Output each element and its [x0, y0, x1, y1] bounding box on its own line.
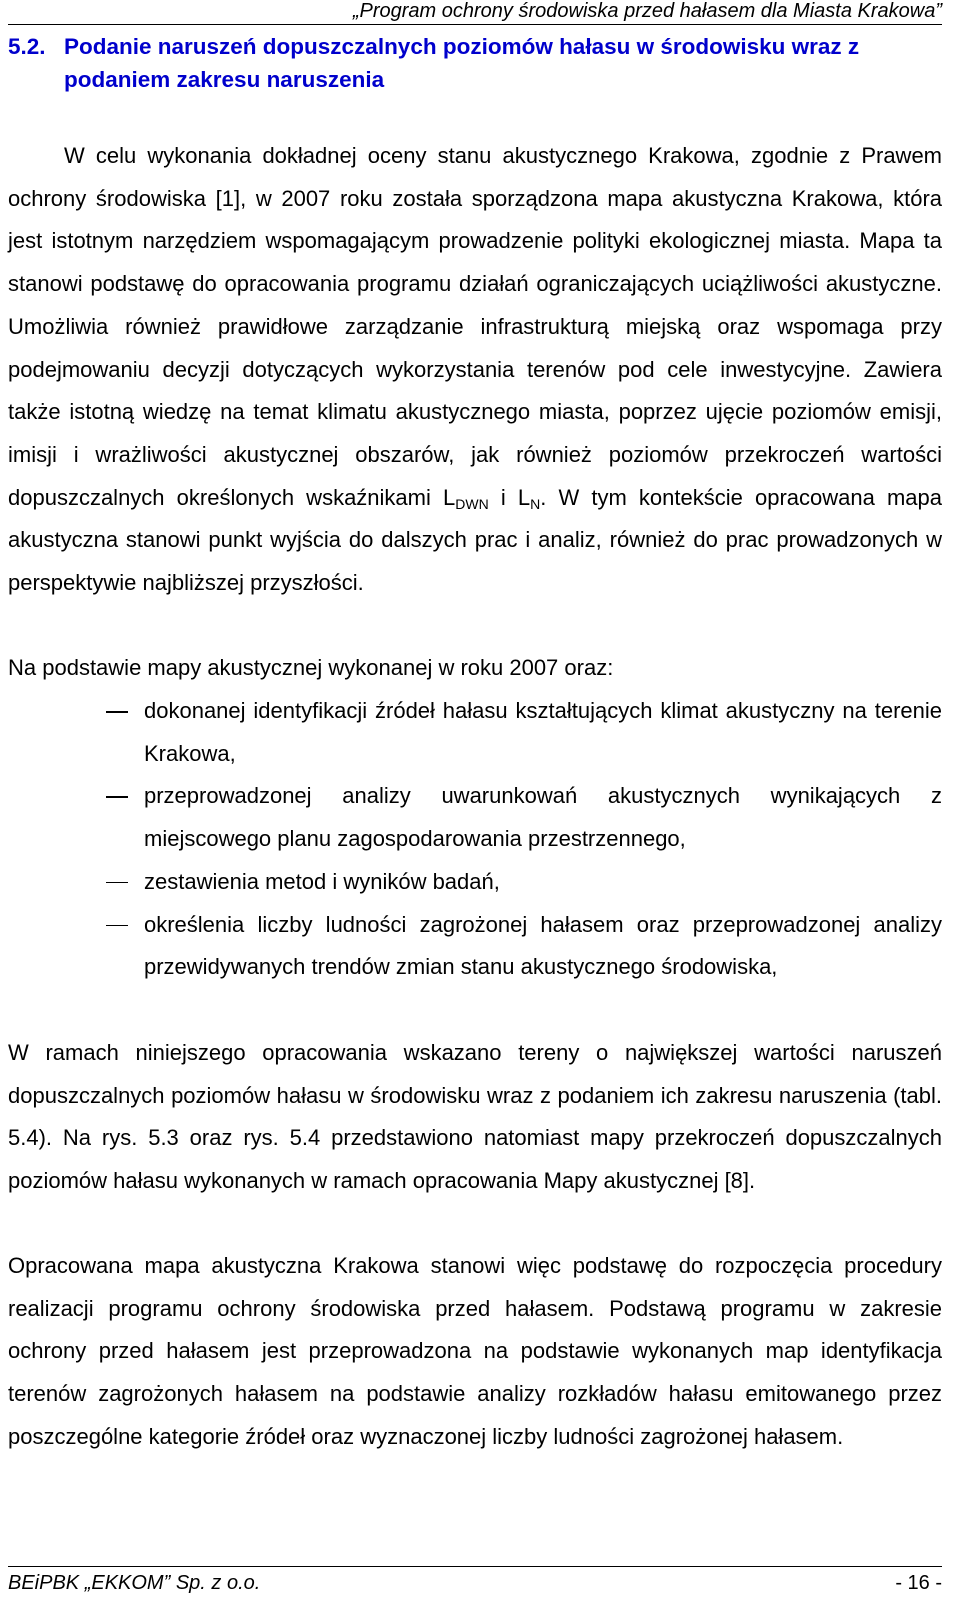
dash-bullet — [106, 882, 128, 884]
list-item — [8, 690, 942, 775]
page-number: - 16 - — [895, 1572, 942, 1594]
subscript-dwn: DWN — [455, 495, 489, 512]
page-header — [8, 0, 942, 25]
section-number: 5.2. — [8, 34, 46, 59]
subscript-n: N — [530, 495, 541, 512]
page-footer — [8, 1566, 942, 1595]
list-item-text: określenia liczby ludności zagrożonej hałasem oraz przeprowadzonej analizy przewidywanych trendów zmian stanu akustycznego środowiska, — [144, 911, 942, 980]
list-item-text: dokonanej identyfikacji źródeł hałasu kształtujących klimat akustyczny na terenie Krakowa, — [144, 698, 942, 766]
header-title: „Program ochrony środowiska przed hałasem dla Miasta Krakowa” — [352, 0, 942, 22]
dash-bullet — [106, 796, 128, 798]
paragraph-3: W ramach niniejszego opracowania wskazano tereny o największej wartości naruszeń dopuszczalnych poziomów hałasu w środowisku wraz z podaniem ich zakresu naruszenia (tabl. 5.4). Na rys. 5.3 oraz rys. 5.4 przedstawiono natomiast mapy przekroczeń dopuszczalnych poziomów hałasu wykonanych w ramach opracowania Mapy akustycznej [8]. — [8, 1040, 942, 1194]
paragraph-1-text-b: i L — [488, 484, 531, 510]
list-item — [8, 904, 942, 989]
footer-company: BEiPBK „EKKOM” Sp. z o.o. — [8, 1572, 261, 1594]
paragraph-1 — [8, 135, 942, 605]
bullet-list — [8, 690, 942, 989]
section-heading — [8, 30, 942, 96]
dash-bullet — [106, 711, 128, 713]
paragraph-4: Opracowana mapa akustyczna Krakowa stanowi więc podstawę do rozpoczęcia procedury realizacji programu ochrony środowiska przed hałasem. Podstawą programu w zakresie ochrony przed hałasem jest przeprowadzona na podstawie wykonanych map identyfikacja terenów zagrożonych hałasem na podstawie analizy rozkładów hałasu emitowanego przez poszczególne kategorie źródeł oraz wyznaczonej liczby ludności zagrożonej hałasem. — [8, 1253, 942, 1449]
list-item — [8, 775, 942, 860]
list-item — [8, 861, 942, 904]
list-item-text: zestawienia metod i wyników badań, — [144, 868, 500, 894]
section-title: Podanie naruszeń dopuszczalnych poziomów hałasu w środowisku wraz z podaniem zakresu naruszenia — [64, 34, 860, 92]
paragraph-1-text-a: W celu wykonania dokładnej oceny stanu akustycznego Krakowa, zgodnie z Prawem ochrony środowiska [1], w 2007 roku została sporządzona mapa akustyczna Krakowa, która jest istotnym narzędziem wspomagającym prowadzenie polityki ekologicznej miasta. Mapa ta stanowi podstawę do opracowania programu działań ograniczających uciążliwości akustyczne. Umożliwia również prawidłowe zarządzanie infrastrukturą miejską oraz wspomaga przy podejmowaniu decyzji dotyczących wykorzystania terenów pod cele inwestycyjne. Zawiera także istotną wiedzę na temat klimatu akustycznego miasta, poprzez ujęcie poziomów emisji, imisji i wrażliwości akustycznej obszarów, jak również poziomów przekroczeń wartości dopuszczalnych określonych wskaźnikami L — [8, 143, 942, 510]
list-item-text: przeprowadzonej analizy uwarunkowań akustycznych wynikających z miejscowego planu zagospodarowania przestrzennego, — [144, 783, 942, 852]
paragraph-1-text-c: . W tym kontekście opracowana mapa akustyczna stanowi punkt wyjścia do dalszych prac i analiz, również do prac prowadzonych w perspektywie najbliższej przyszłości. — [8, 484, 942, 596]
paragraph-2: Na podstawie mapy akustycznej wykonanej w roku 2007 oraz: — [8, 655, 614, 680]
dash-bullet — [106, 925, 128, 927]
